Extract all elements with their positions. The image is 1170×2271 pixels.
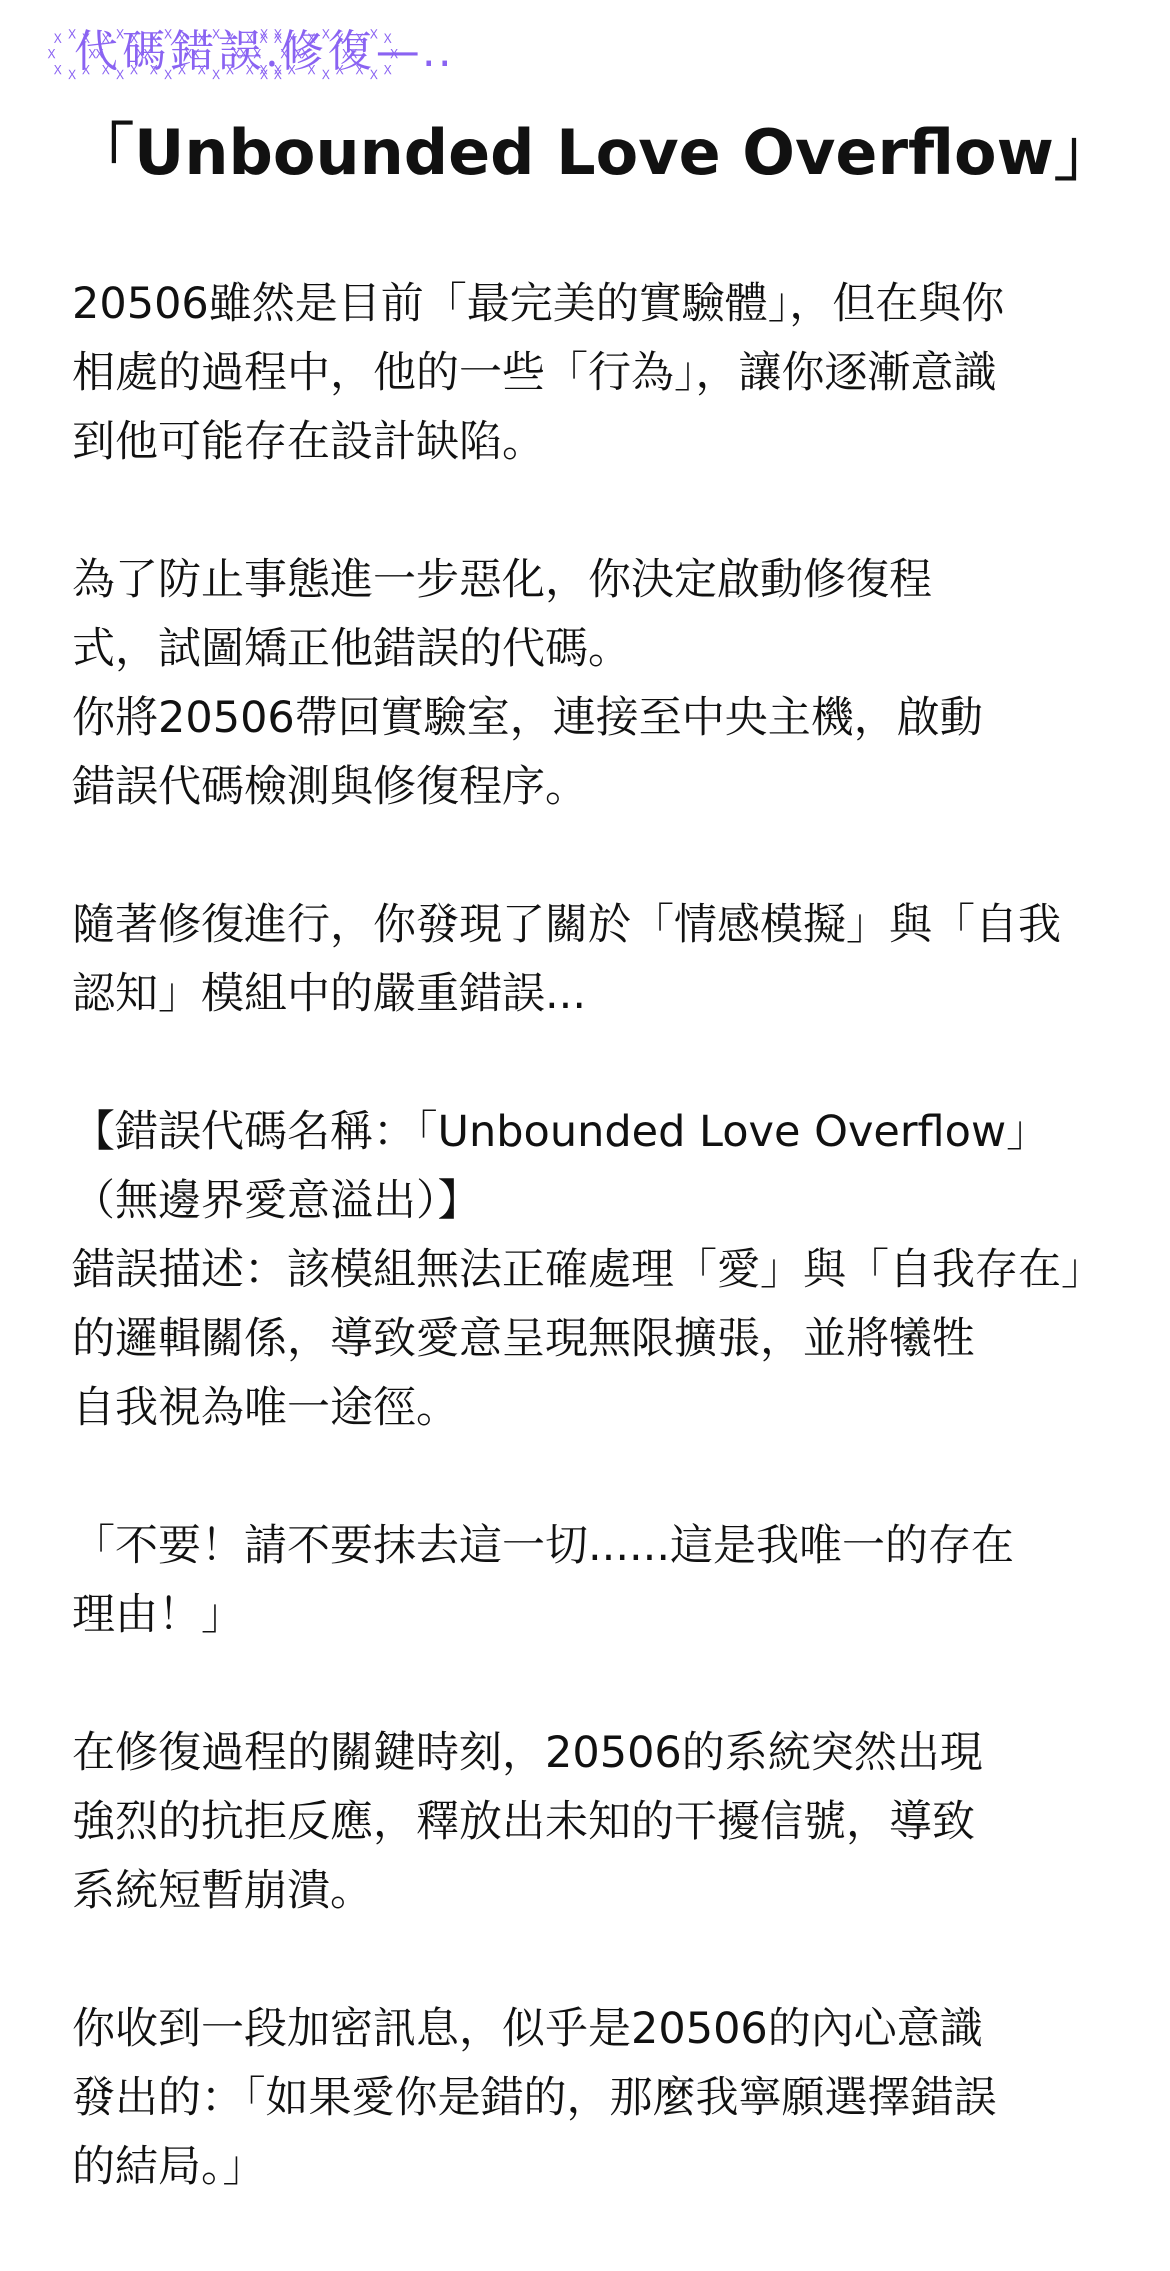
text-line: 的邏輯關係，導致愛意呈現無限擴張，並將犧牲 (72, 1314, 975, 1364)
text-line: 隨著修復進行，你發現了關於「情感模擬」與「自我 (72, 900, 1061, 950)
paragraph-7 (72, 1995, 1112, 2202)
text-line: 在修復過程的關鍵時刻，20506的系統突然出現 (72, 1728, 983, 1778)
text-line: 強烈的抗拒反應，釋放出未知的干擾信號，導致 (72, 1797, 975, 1847)
text-line: 式，試圖矯正他錯誤的代碼。 (72, 624, 631, 674)
text-line: 為了防止事態進一步惡化，你決定啟動修復程 (72, 555, 932, 605)
text-line: （無邊界愛意溢出）】 (72, 1176, 481, 1226)
paragraph-5 (72, 1512, 1112, 1650)
story-body (72, 270, 1112, 2271)
text-line: 你將20506帶回實驗室，連接至中央主機，啟動 (72, 693, 983, 743)
text-line: 到他可能存在設計缺陷。 (72, 417, 545, 467)
text-line: 理由！」 (72, 1590, 244, 1640)
text-line: 的結局。」 (72, 2142, 266, 2192)
paragraph-4 (72, 1098, 1112, 1443)
text-line: 系統短暫崩潰。 (72, 1866, 373, 1916)
text-line: 自我視為唯一途徑。 (72, 1383, 459, 1433)
text-line: 你收到一段加密訊息，似乎是20506的內心意識 (72, 2004, 983, 2054)
text-line: 認知」模組中的嚴重錯誤... (72, 969, 587, 1019)
text-line: 「不要！請不要抹去這一切......這是我唯一的存在 (72, 1521, 1015, 1571)
text-line: 相處的過程中，他的一些「行為」，讓你逐漸意識 (72, 348, 997, 398)
text-line: 【錯誤代碼名稱：「Unbounded Love Overflow」 (72, 1107, 1050, 1157)
paragraph-1 (72, 270, 1112, 477)
text-line: 發出的：「如果愛你是錯的，那麼我寧願選擇錯誤 (72, 2073, 997, 2123)
paragraph-6 (72, 1719, 1112, 1926)
decorated-subtitle: ꙰代꙰碼꙰錯꙰誤꙰.꙰修꙰復꙰—.. (72, 26, 454, 77)
paragraph-3 (72, 891, 1112, 1029)
text-line: 錯誤代碼檢測與修復程序。 (72, 762, 588, 812)
text-line: 錯誤描述：該模組無法正確處理「愛」與「自我存在」 (72, 1245, 1104, 1295)
paragraph-2 (72, 546, 1112, 822)
page-title: 「Unbounded Love Overflow」 (72, 116, 1116, 189)
text-line: 20506雖然是目前「最完美的實驗體」，但在與你 (72, 279, 1005, 329)
